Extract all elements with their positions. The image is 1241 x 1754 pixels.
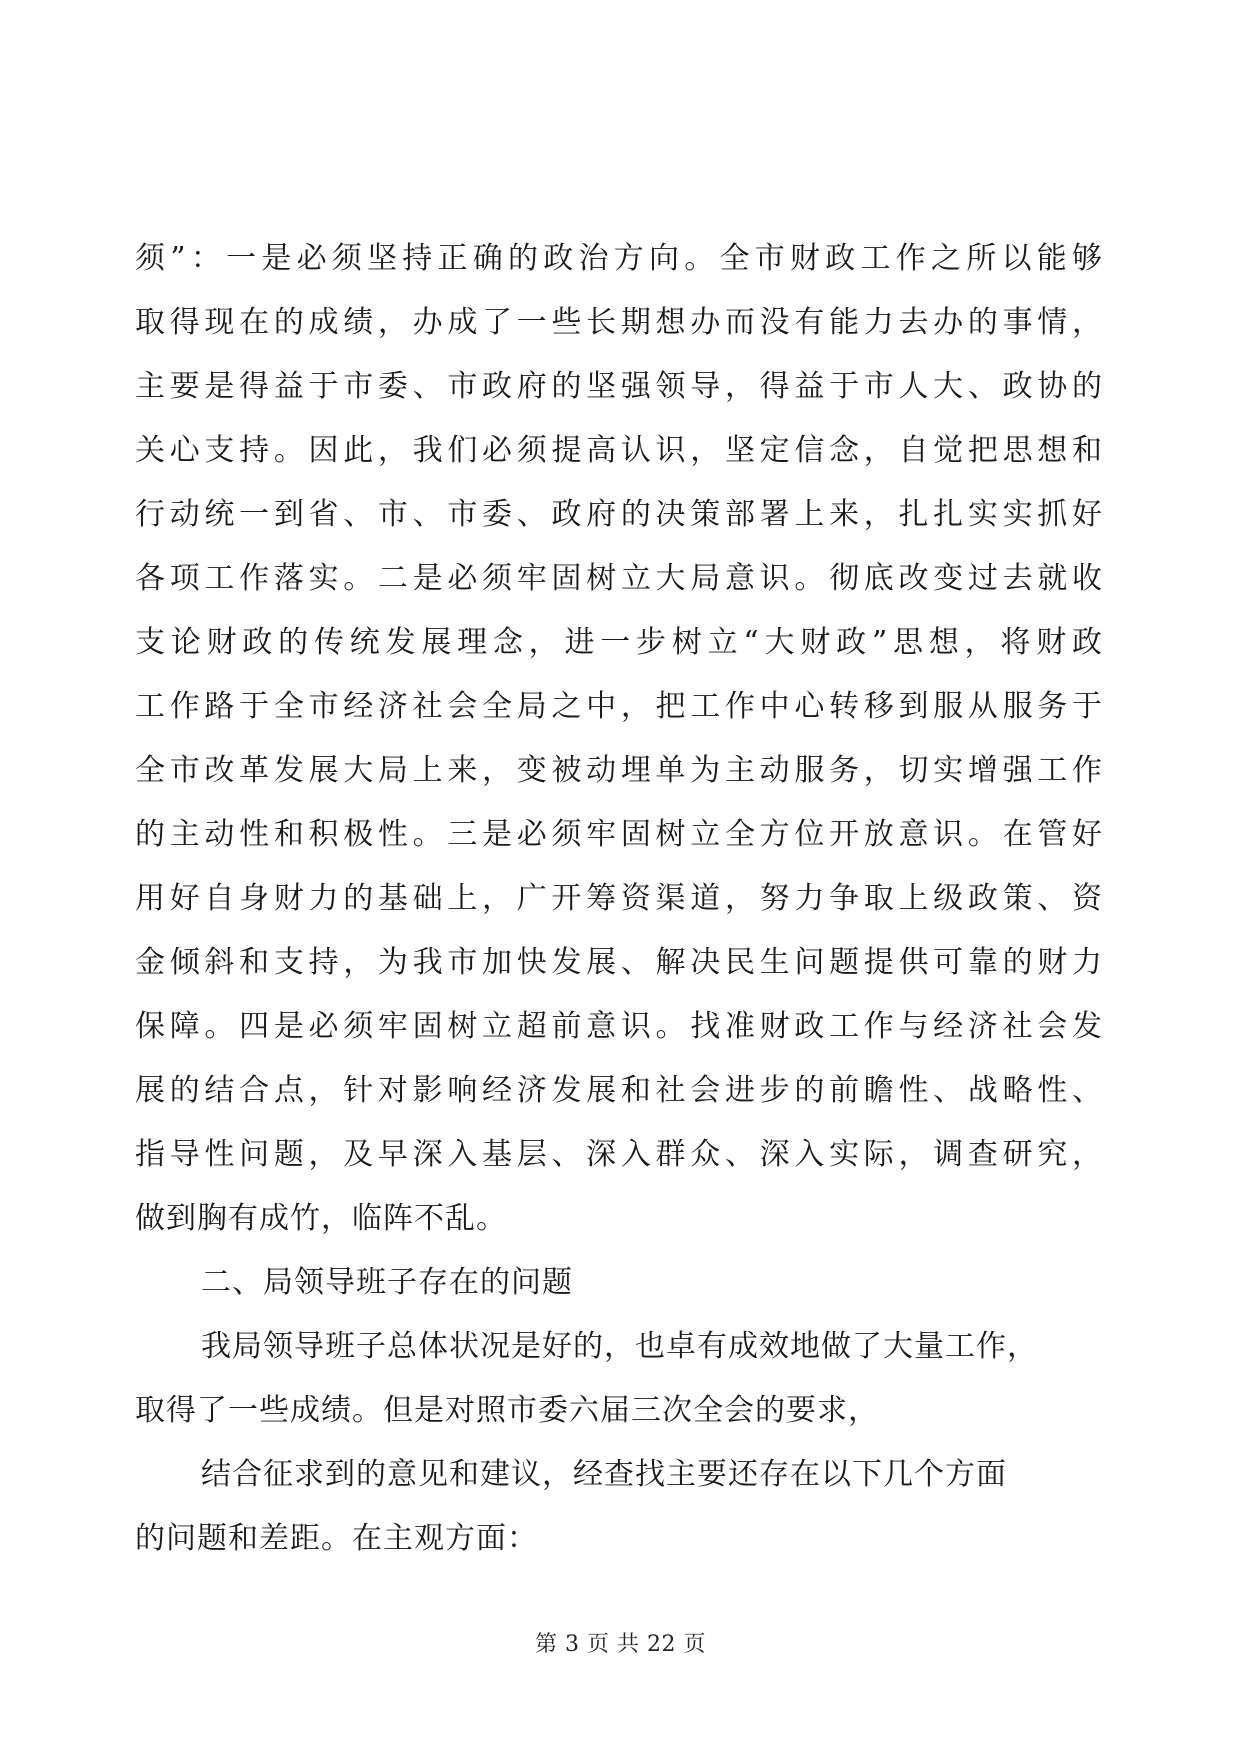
text-line: 取得了一些成绩。但是对照市委六届三次全会的要求， — [135, 1393, 879, 1428]
page-number-footer: 第 3 页 共 22 页 — [535, 1632, 706, 1657]
text-line: 展的结合点，针对影响经济发展和社会进步的前瞻性、战略性、 — [135, 1073, 1103, 1108]
text-line: 全市改革发展大局上来，变被动埋单为主动服务，切实增强工作 — [135, 753, 1103, 788]
text-line: 的问题和差距。在主观方面： — [135, 1521, 538, 1556]
text-line: 支论财政的传统发展理念，进一步树立“大财政”思想，将财政 — [135, 625, 1103, 660]
text-line: 结合征求到的意见和建议，经查找主要还存在以下几个方面 — [201, 1457, 1007, 1492]
text-line: 取得现在的成绩，办成了一些长期想办而没有能力去办的事情， — [135, 305, 1103, 340]
text-line: 主要是得益于市委、市政府的坚强领导，得益于市人大、政协的 — [135, 369, 1103, 404]
text-line: 保障。四是必须牢固树立超前意识。找准财政工作与经济社会发 — [135, 1009, 1103, 1044]
text-line: 用好自身财力的基础上，广开筹资渠道，努力争取上级政策、资 — [135, 881, 1103, 916]
text-line: 的主动性和积极性。三是必须牢固树立全方位开放意识。在管好 — [135, 817, 1103, 852]
text-line: 关心支持。因此，我们必须提高认识，坚定信念，自觉把思想和 — [135, 433, 1103, 468]
text-line: 做到胸有成竹，临阵不乱。 — [135, 1201, 507, 1236]
document-body — [135, 227, 1103, 1571]
text-line: 我局领导班子总体状况是好的，也卓有成效地做了大量工作， — [201, 1329, 1038, 1364]
text-line: 须”：一是必须坚持正确的政治方向。全市财政工作之所以能够 — [135, 241, 1103, 276]
text-line: 行动统一到省、市、市委、政府的决策部署上来，扎扎实实抓好 — [135, 497, 1103, 532]
text-line: 工作路于全市经济社会全局之中，把工作中心转移到服从服务于 — [135, 689, 1103, 724]
text-line: 指导性问题，及早深入基层、深入群众、深入实际，调查研究， — [135, 1137, 1103, 1172]
text-line: 金倾斜和支持，为我市加快发展、解决民生问题提供可靠的财力 — [135, 945, 1103, 980]
text-line: 各项工作落实。二是必须牢固树立大局意识。彻底改变过去就收 — [135, 561, 1103, 596]
section-heading: 二、局领导班子存在的问题 — [201, 1265, 573, 1300]
